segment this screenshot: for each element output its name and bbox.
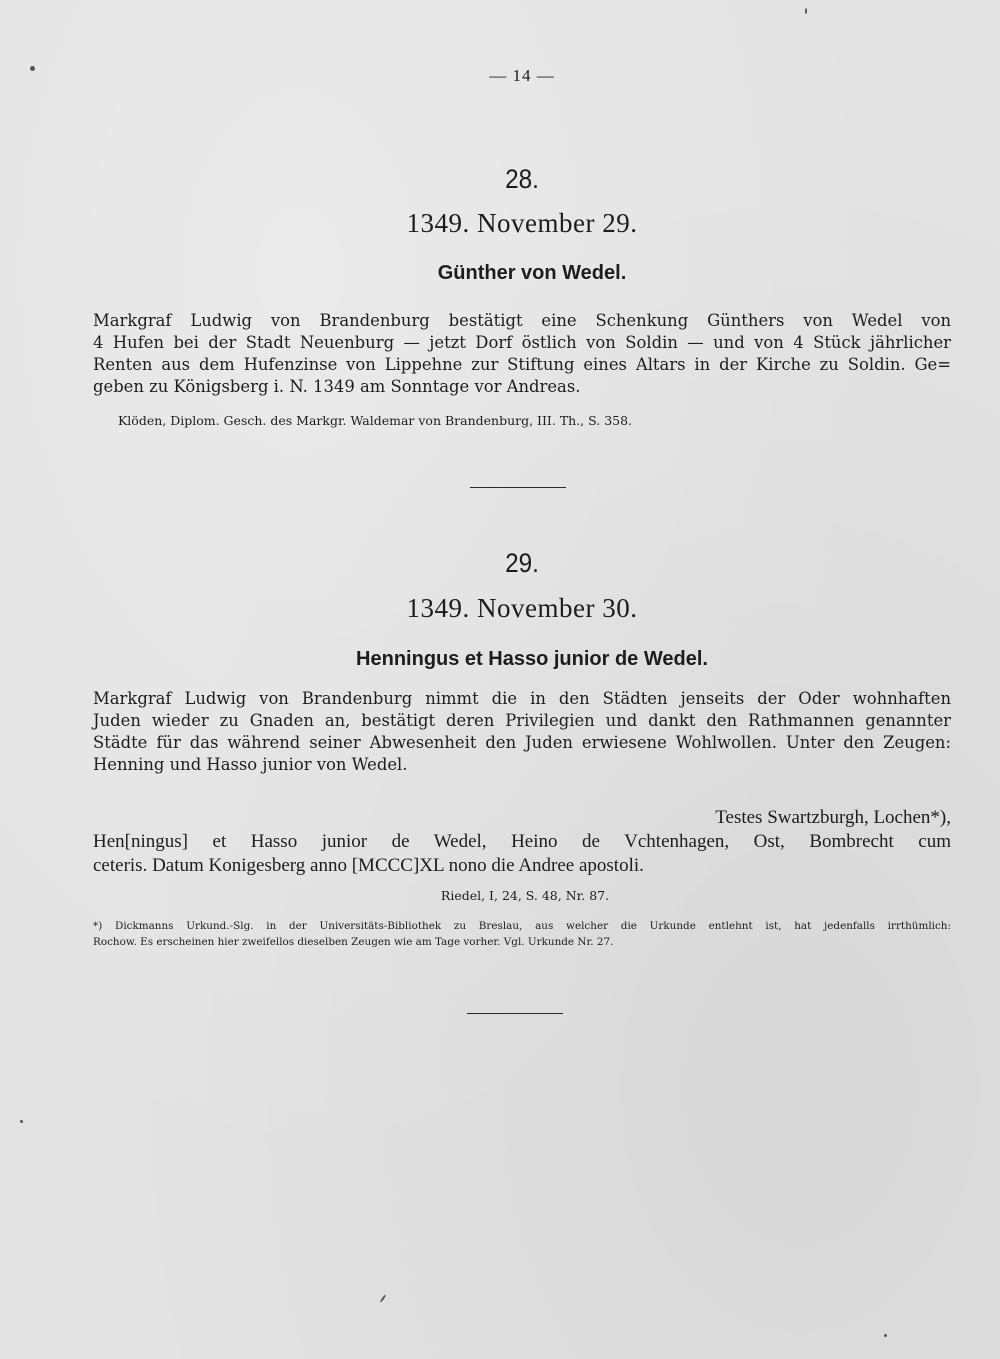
document-number: 28. [505,164,539,194]
footnote [93,918,951,950]
section-divider [470,487,566,488]
latin-excerpt [93,806,951,878]
source-citation: Riedel, I, 24, S. 48, Nr. 87. [440,888,610,903]
paper-speck [805,8,807,14]
summary-line: geben zu Königsberg i. N. 1349 am Sonntage vor Andreas. [93,377,581,396]
summary-line: 4 Hufen bei der Stadt Neuenburg — jetzt Dorf östlich von Soldin — und von 4 Stück jährlicher [93,333,951,352]
source-citation: Klöden, Diplom. Gesch. des Markgr. Waldemar von Brandenburg, III. Th., S. 358. [117,413,633,428]
section-divider [467,1013,563,1014]
summary-line: Markgraf Ludwig von Brandenburg bestätigt eine Schenkung Günthers von Wedel von [93,311,951,330]
paper-speck [20,1120,23,1123]
summary-line: Markgraf Ludwig von Brandenburg nimmt die in den Städten jenseits der Oder wohnhaften [93,689,951,708]
paper-speck [30,66,35,71]
page-number: — 14 — [489,66,555,85]
document-heading: Günther von Wedel. [437,262,627,284]
summary-line: Juden wieder zu Gnaden an, bestätigt deren Privilegien und dankt den Rathmannen genannter [93,711,951,730]
latin-line: Hen[ningus] et Hasso junior de Wedel, Heino de Vchtenhagen, Ost, Bombrecht cum [93,831,951,852]
document-summary [93,688,951,776]
latin-line: ceteris. Datum Konigesberg anno [MCCC]XL nono die Andree apostoli. [93,855,644,876]
summary-line: Renten aus dem Hufenzinse von Lippehne zur Stiftung eines Altars in der Kirche zu Soldin. Ge= [93,355,951,374]
document-heading: Henningus et Hasso junior de Wedel. [356,648,708,670]
document-summary [93,310,951,398]
document-date: 1349. November 30. [406,593,638,623]
summary-line: Henning und Hasso junior von Wedel. [93,755,408,774]
latin-line: Testes Swartzburgh, Lochen*), [715,807,951,828]
footnote-line: *) Dickmanns Urkund.-Slg. in der Universitäts-Bibliothek zu Breslau, aus welcher die Urkunde entlehnt ist, hat jedenfalls irrthümlich: [93,920,951,932]
document-number: 29. [505,548,539,578]
document-date: 1349. November 29. [406,208,638,238]
summary-line: Städte für das während seiner Abwesenheit den Juden erwiesene Wohlwollen. Unter den Zeugen: [93,733,951,752]
footnote-line: Rochow. Es erscheinen hier zweifellos dieselben Zeugen wie am Tage vorher. Vgl. Urkunde Nr. 27. [93,936,614,948]
paper-speck [884,1334,887,1337]
paper-speck [380,1294,387,1303]
